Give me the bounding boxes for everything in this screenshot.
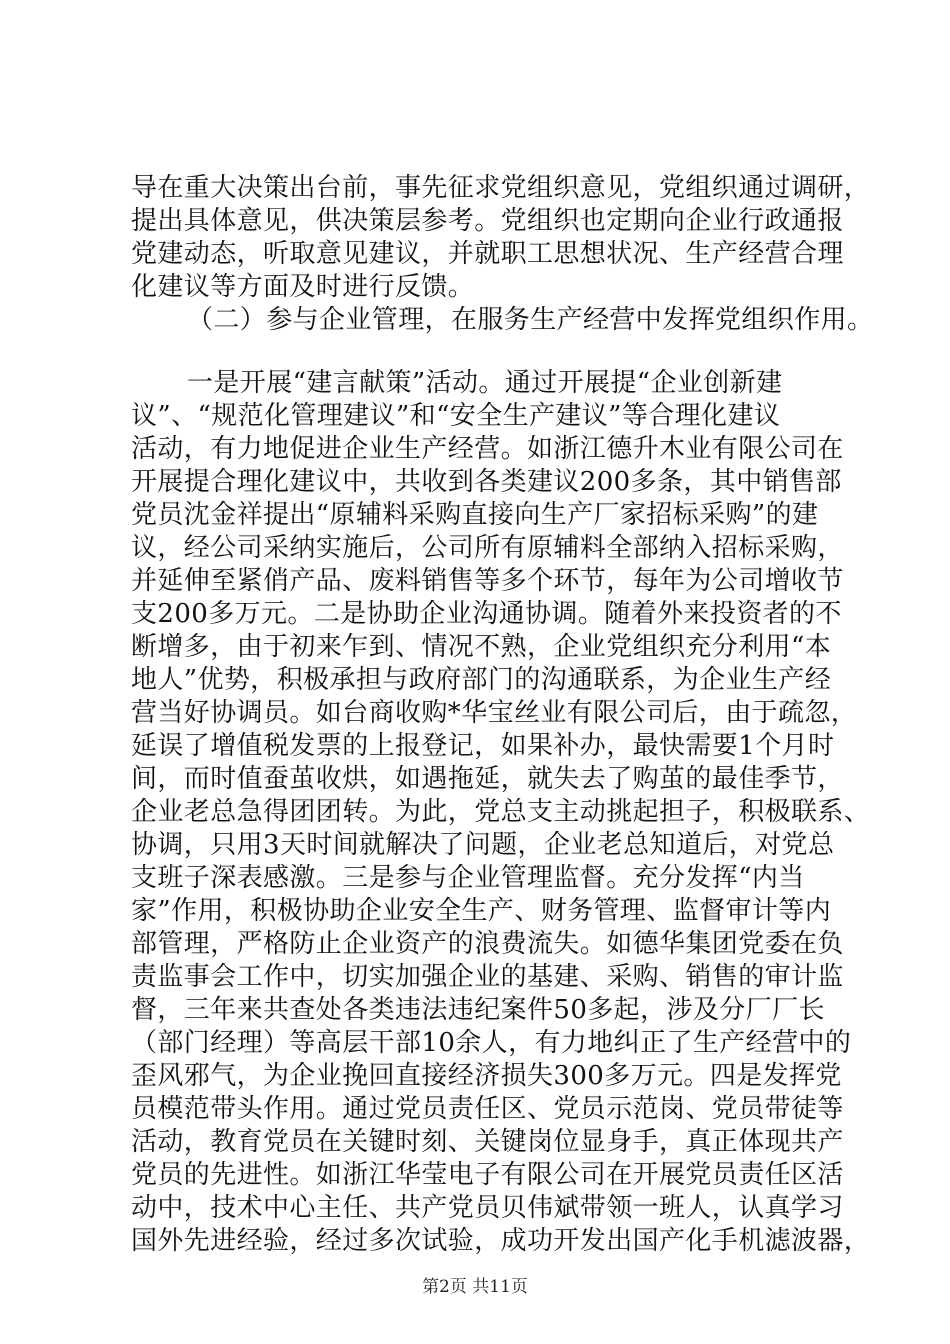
text-line: 活动，有力地促进企业生产经营。如浙江德升木业有限公司在 <box>131 434 844 464</box>
text-line: 化建议等方面及时进行反馈。 <box>131 272 475 302</box>
text-line: 歪风邪气，为企业挽回直接经济损失300多万元。四是发挥党 <box>131 1061 842 1091</box>
text-line: 支200多万元。二是协助企业沟通协调。随着外来投资者的不 <box>131 599 842 629</box>
text-line: （部门经理）等高层干部10余人，有力地纠正了生产经营中的 <box>131 1028 852 1058</box>
text-line: 提出具体意见，供决策层参考。党组织也定期向企业行政通报 <box>131 206 844 236</box>
text-line: 责监事会工作中，切实加强企业的基建、采购、销售的审计监 <box>131 962 844 992</box>
text-line: 支班子深表感激。三是参与企业管理监督。充分发挥“内当 <box>131 863 805 893</box>
text-line: 延误了增值税发票的上报登记，如果补办，最快需要1个月时 <box>131 731 835 761</box>
page-number: 第2页 共11页 <box>422 1277 528 1297</box>
text-line: 员模范带头作用。通过党员责任区、党员示范岗、党员带徒等 <box>131 1094 844 1124</box>
text-line: 家”作用，积极协助企业安全生产、财务管理、监督审计等内 <box>131 896 832 926</box>
text-line: 营当好协调员。如台商收购*华宝丝业有限公司后，由于疏忽， <box>131 698 858 728</box>
text-line: 地人”优势，积极承担与政府部门的沟通联系，为企业生产经 <box>131 665 832 695</box>
section-heading: （二）参与企业管理，在服务生产经营中发挥党组织作用。 <box>187 305 874 335</box>
text-line: 导在重大决策出台前，事先征求党组织意见，党组织通过调研， <box>131 173 871 203</box>
text-line: 间，而时值蚕茧收烘，如遇拖延，就失去了购茧的最佳季节， <box>131 764 844 794</box>
text-line: 议，经公司采纳实施后，公司所有原辅料全部纳入招标采购， <box>131 533 844 563</box>
text-line: 国外先进经验，经过多次试验，成功开发出国产化手机滤波器， <box>131 1226 871 1256</box>
text-line: 协调，只用3天时间就解决了问题，企业老总知道后，对党总 <box>131 830 835 860</box>
text-line: 开展提合理化建议中，共收到各类建议200多条，其中销售部 <box>131 467 842 497</box>
text-line: 企业老总急得团团转。为此，党总支主动挑起担子，积极联系、 <box>131 797 871 827</box>
text-line: 督，三年来共查处各类违法违纪案件50多起，涉及分厂厂长 <box>131 995 825 1025</box>
text-line: 党员沈金祥提出“原辅料采购直接向生产厂家招标采购”的建 <box>131 500 819 530</box>
text-line: 部管理，严格防止企业资产的浪费流失。如德华集团党委在负 <box>131 929 844 959</box>
text-line: 议”、“规范化管理建议”和“安全生产建议”等合理化建议 <box>131 401 781 431</box>
text-line: 党建动态，听取意见建议，并就职工思想状况、生产经营合理 <box>131 239 844 269</box>
text-line: 并延伸至紧俏产品、废料销售等多个环节，每年为公司增收节 <box>131 566 844 596</box>
text-line: 一是开展“建言献策”活动。通过开展提“企业创新建 <box>187 368 783 398</box>
text-line: 动中，技术中心主任、共产党员贝伟斌带领一班人，认真学习 <box>131 1193 844 1223</box>
text-line: 党员的先进性。如浙江华莹电子有限公司在开展党员责任区活 <box>131 1160 844 1190</box>
text-line: 断增多，由于初来乍到、情况不熟，企业党组织充分利用“本 <box>131 632 832 662</box>
text-line: 活动，教育党员在关键时刻、关键岗位显身手，真正体现共产 <box>131 1127 844 1157</box>
